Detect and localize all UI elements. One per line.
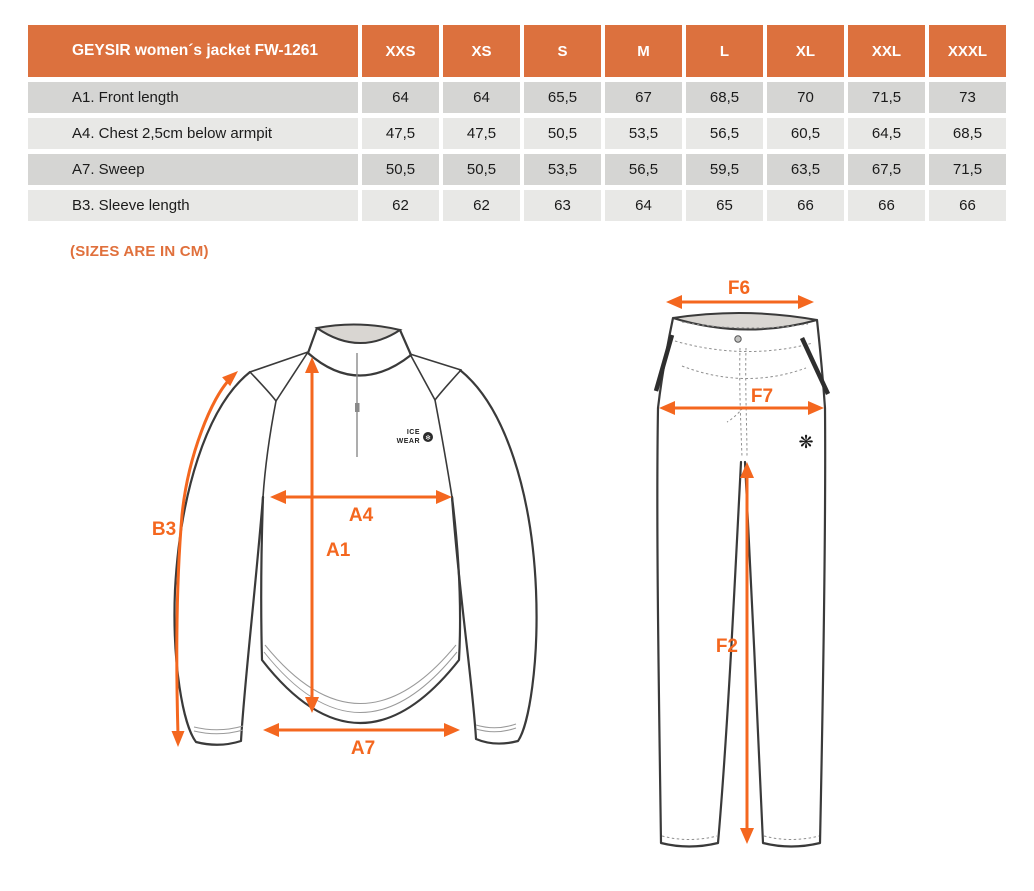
snowflake-badge-icon: ❄ [425, 434, 431, 442]
jacket-diagram [130, 295, 580, 775]
left-sleeve [175, 372, 263, 745]
table-cell: 47,5 [443, 118, 520, 149]
table-cell: 62 [443, 190, 520, 221]
table-cell: 73 [929, 82, 1006, 113]
a7-arrowhead-left [263, 723, 279, 737]
a7-label: A7 [350, 738, 376, 759]
size-header-xl: XL [767, 25, 844, 77]
right-hem-stitch [764, 836, 819, 840]
f7-arrowhead-left [659, 401, 675, 415]
row-label-sleeve-length: B3. Sleeve length [28, 190, 358, 221]
table-cell: 66 [848, 190, 925, 221]
table-cell: 64 [362, 82, 439, 113]
table-cell: 50,5 [443, 154, 520, 185]
left-raglan-seam [250, 372, 276, 497]
row-label-sweep: A7. Sweep [28, 154, 358, 185]
table-cell: 65 [686, 190, 763, 221]
pants-diagram [630, 278, 910, 878]
a7-arrowhead-right [444, 723, 460, 737]
table-cell: 63,5 [767, 154, 844, 185]
table-cell: 64 [605, 190, 682, 221]
size-header-xs: XS [443, 25, 520, 77]
b3-arrowhead-bottom [172, 731, 185, 747]
brand-logo-line1: ICE [406, 429, 420, 436]
table-cell: 67,5 [848, 154, 925, 185]
size-header-l: L [686, 25, 763, 77]
table-cell: 68,5 [686, 82, 763, 113]
table-cell: 64 [443, 82, 520, 113]
size-header-m: M [605, 25, 682, 77]
left-shoulder-seam [250, 352, 308, 401]
a4-arrowhead-right [436, 490, 452, 504]
right-pocket-opening [802, 338, 828, 394]
table-cell: 53,5 [524, 154, 601, 185]
table-cell: 66 [767, 190, 844, 221]
table-cell: 50,5 [524, 118, 601, 149]
right-cuff-stitch [476, 724, 516, 732]
row-label-chest: A4. Chest 2,5cm below armpit [28, 118, 358, 149]
a4-label: A4 [348, 505, 374, 526]
f2-label: F2 [715, 636, 738, 657]
table-cell: 71,5 [929, 154, 1006, 185]
hem-stitch [264, 645, 457, 713]
fly-stitch [727, 348, 747, 458]
table-cell: 65,5 [524, 82, 601, 113]
table-cell: 67 [605, 82, 682, 113]
f7-arrowhead-right [808, 401, 824, 415]
size-header-xxxl: XXXL [929, 25, 1006, 77]
right-raglan-seam [435, 370, 461, 497]
table-cell: 64,5 [848, 118, 925, 149]
f6-arrowhead-left [666, 295, 682, 309]
waistband-seam-stitch [675, 341, 813, 352]
pocket-bag-stitch [682, 366, 806, 379]
table-cell: 71,5 [848, 82, 925, 113]
table-cell: 56,5 [605, 154, 682, 185]
table-cell: 66 [929, 190, 1006, 221]
size-header-xxl: XXL [848, 25, 925, 77]
b3-arrow [177, 379, 230, 735]
size-header-xxs: XXS [362, 25, 439, 77]
left-hem-stitch [662, 836, 717, 840]
table-cell: 56,5 [686, 118, 763, 149]
table-cell: 47,5 [362, 118, 439, 149]
left-cuff-stitch [194, 726, 243, 734]
right-shoulder-seam [410, 354, 461, 400]
f2-arrowhead-top [740, 462, 754, 478]
waistband-top [673, 313, 817, 330]
waist-button [735, 336, 741, 342]
table-cell: 62 [362, 190, 439, 221]
table-title: GEYSIR women´s jacket FW-1261 [28, 25, 358, 77]
table-cell: 53,5 [605, 118, 682, 149]
table-cell: 70 [767, 82, 844, 113]
right-sleeve [452, 370, 537, 744]
table-cell: 50,5 [362, 154, 439, 185]
pants-outline-left [657, 318, 741, 847]
size-table [28, 25, 1006, 221]
snowflake-icon: ❋ [798, 432, 814, 452]
b3-label: B3 [151, 519, 177, 540]
table-cell: 63 [524, 190, 601, 221]
jacket-body [261, 497, 460, 723]
left-pocket-opening [656, 335, 672, 391]
units-note: (SIZES ARE IN CM) [70, 243, 209, 260]
row-label-front-length: A1. Front length [28, 82, 358, 113]
a4-arrowhead-left [270, 490, 286, 504]
size-header-s: S [524, 25, 601, 77]
f2-arrowhead-bottom [740, 828, 754, 844]
f6-label: F6 [727, 278, 751, 299]
f6-arrowhead-right [798, 295, 814, 309]
brand-logo-line2: WEAR [396, 438, 420, 445]
a1-label: A1 [326, 540, 351, 561]
table-cell: 68,5 [929, 118, 1006, 149]
zipper-pull [355, 403, 360, 412]
f7-label: F7 [750, 386, 774, 407]
table-cell: 60,5 [767, 118, 844, 149]
table-cell: 59,5 [686, 154, 763, 185]
collar-inner [317, 324, 400, 343]
